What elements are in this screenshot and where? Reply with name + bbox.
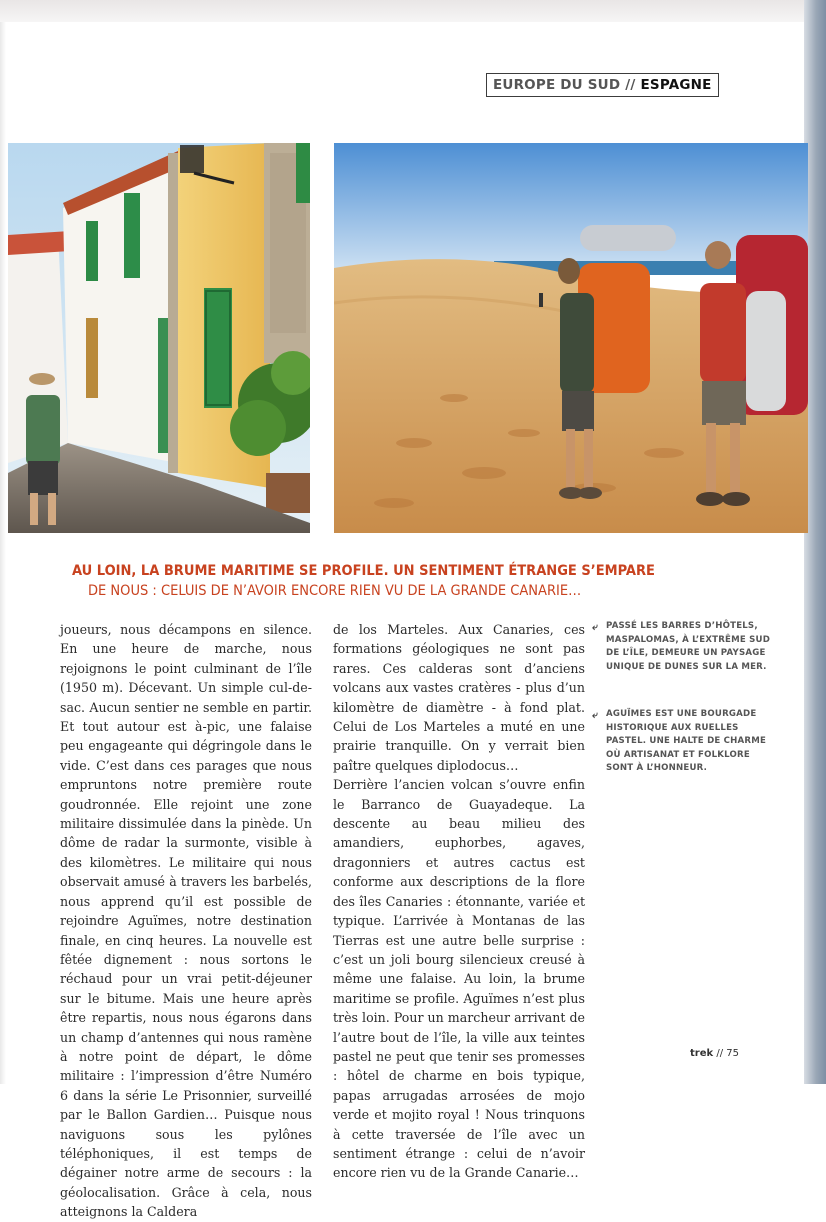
- pull-quote-line-2: DE NOUS : CELUIS DE N’AVOIR ENCORE RIEN VU DE LA GRANDE CANARIE…: [88, 583, 582, 599]
- article-column-2: [333, 620, 585, 1183]
- column-2-paragraph-2: Derrière l’ancien volcan s’ouvre enfin le Barranco de Guayadeque. La descente au beau milieu des amandiers, euphorbes, agaves, dragonniers et autres cactus est conforme aux descriptions de la flore des îles Canaries : étonnante, variée et typique. L’arrivée à Montanas de las Tierras est une autre belle surprise : c’est un joli bourg silencieux creusé à même une falaise. Au loin, la brume maritime se profile. Aguïmes n’est plus très loin. Pour un marcheur arrivant de l’autre bout de l’île, la ville aux teintes pastel ne peut que tenir ses promesses : hôtel de charme en bois typique, papas arrugadas arrosées de mojo verde et mojito royal ! Nous trinquons à cette traversée de l’île avec un sentiment étrange : celui de n’avoir encore rien vu de la Grande Canarie…: [333, 777, 585, 1181]
- footer-separator: //: [716, 1048, 724, 1059]
- photo-captions: [592, 620, 776, 810]
- section-region: EUROPE DU SUD: [493, 77, 621, 93]
- page-footer: [690, 1048, 739, 1059]
- column-1-paragraph: joueurs, nous décampons en silence. En une heure de marche, nous rejoignons le point culminant de l’île (1950 m). Décevant. Un simple cul-de-sac. Aucun sentier ne semble en partir. Et tout autour est à-pic, une falaise peu engageante qui dégringole dans le vide. C’est dans ces parages que nous empruntons notre première route goudronnée. Elle rejoint une zone militaire dissimulée dans la pinède. Un dôme de radar la surmonte, visible à des kilomètres. Le militaire qui nous observait amusé à travers les barbelés, nous apprend qu’il est possible de rejoindre Aguïmes, notre destination finale, en cinq heures. La nouvelle est fêtée dignement : nous sortons le réchaud pour un vrai petit-déjeuner sur le bitume. Mais une heure après être repartis, nous nous égarons dans un champ d’antennes qui nous ramène à notre point de départ, le dôme militaire : l’impression d’être Numéro 6 dans la série Le Prisonnier, surveillé par le Ballon Gardien… Puisque nous naviguons sous les pylônes téléphoniques, il est temps de dégainer notre arme de secours : la géolocalisation. Grâce à cela, nous atteignons la Caldera: [60, 622, 312, 1220]
- scan-top-edge: [0, 0, 826, 22]
- caption-street: [592, 708, 776, 776]
- caption-dunes: [592, 620, 776, 674]
- photo-street-aguimes: [8, 143, 310, 533]
- column-2-paragraph-1: de los Marteles. Aux Canaries, ces formations géologiques ne sont pas rares. Ces calderas sont d’anciens volcans aux vastes cratères - plus d’un kilomètre de diamètre - à fond plat. Celui de Los Marteles a muté en une prairie tranquille. On y verrait bien paître quelques diplodocus…: [333, 622, 585, 773]
- article-column-1: [60, 620, 312, 1222]
- caption-dunes-text: PASSÉ LES BARRES D’HÔTELS, MASPALOMAS, À L’EXTRÊME SUD DE L’ÎLE, DEMEURE UN PAYSAGE UNIQUE DE DUNES SUR LA MER.: [606, 621, 771, 672]
- scan-left-edge: [0, 22, 6, 1084]
- pull-quote-line-1: AU LOIN, LA BRUME MARITIME SE PROFILE. UN SENTIMENT ÉTRANGE S’EMPARE: [72, 563, 655, 579]
- section-separator: //: [625, 77, 636, 93]
- pull-quote: [72, 563, 655, 599]
- curved-arrow-icon: ⤶: [592, 710, 598, 721]
- caption-street-text: AGUÏMES EST UNE BOURGADE HISTORIQUE AUX RUELLES PASTEL. UNE HALTE DE CHARME OÙ ARTISANAT ET FOLKLORE SONT À L’HONNEUR.: [606, 709, 767, 773]
- curved-arrow-icon: ⤶: [592, 622, 598, 633]
- page-number: 75: [726, 1048, 740, 1059]
- section-country: ESPAGNE: [640, 77, 712, 93]
- photo-dunes-maspalomas: [334, 143, 808, 533]
- section-label: [486, 73, 719, 97]
- footer-brand: trek: [690, 1048, 714, 1059]
